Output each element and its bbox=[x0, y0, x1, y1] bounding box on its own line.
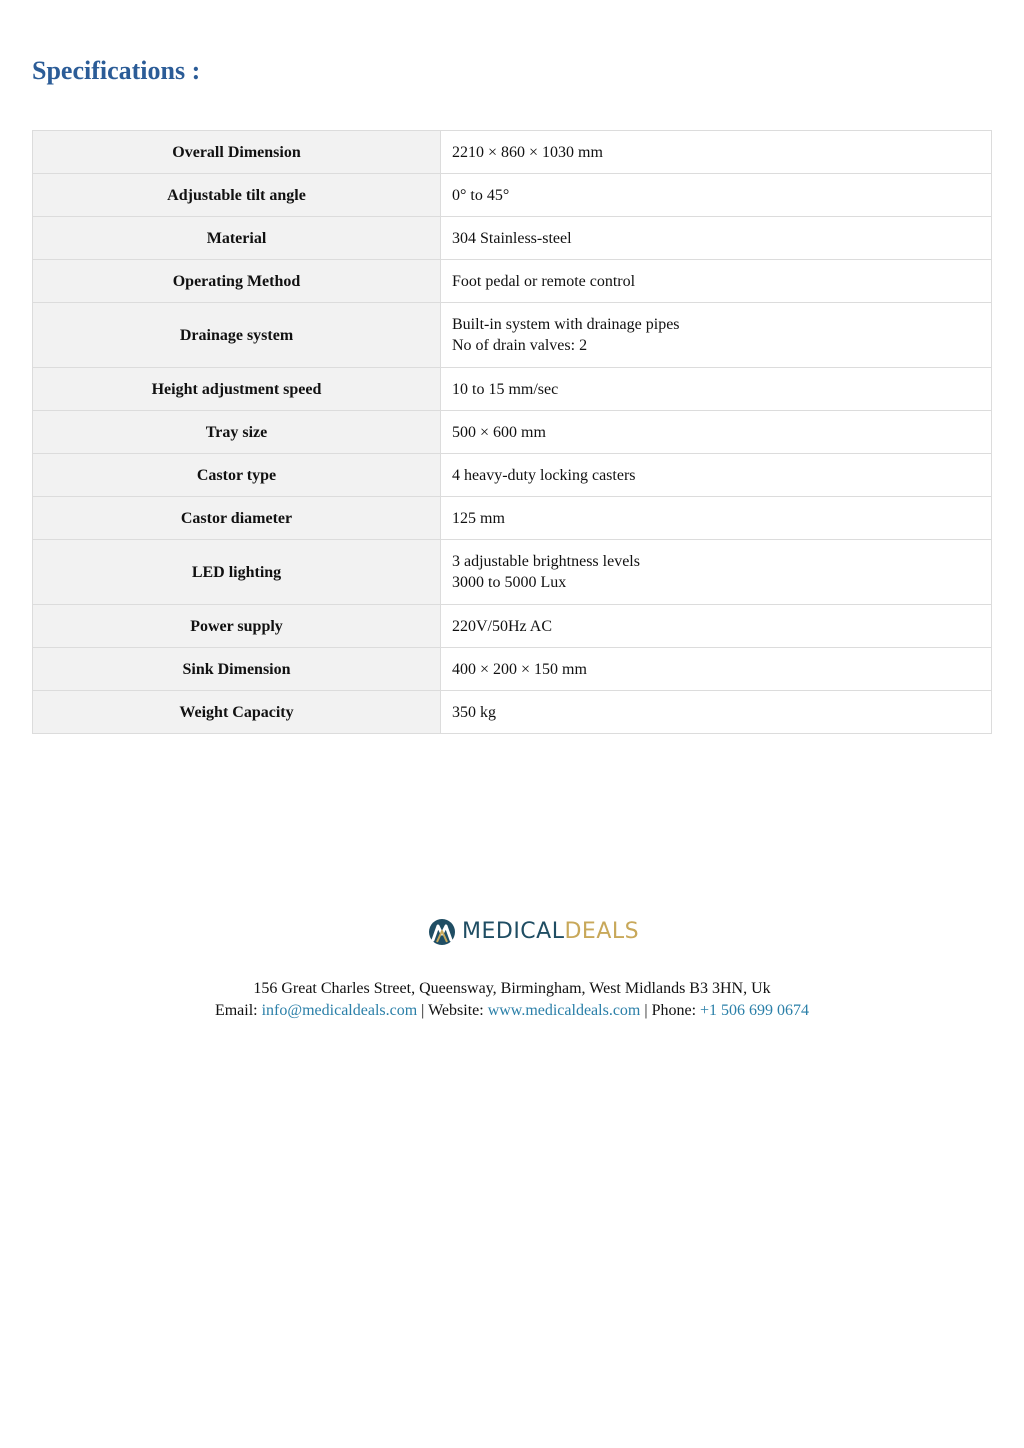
spec-label: Adjustable tilt angle bbox=[33, 174, 441, 217]
specifications-table-body bbox=[33, 131, 992, 734]
spec-value-line: 304 Stainless-steel bbox=[452, 229, 572, 247]
phone-label: Phone: bbox=[651, 1002, 697, 1019]
spec-label: Operating Method bbox=[33, 260, 441, 303]
table-row bbox=[33, 260, 992, 303]
separator: | bbox=[421, 1002, 425, 1019]
spec-value-line: Built-in system with drainage pipes bbox=[452, 316, 680, 333]
spec-value bbox=[441, 174, 992, 217]
email-link[interactable]: info@medicaldeals.com bbox=[261, 1002, 418, 1019]
spec-label: Weight Capacity bbox=[33, 691, 441, 734]
table-row bbox=[33, 174, 992, 217]
spec-value-line: 400 × 200 × 150 mm bbox=[452, 660, 587, 678]
website-link[interactable]: www.medicaldeals.com bbox=[487, 1002, 641, 1019]
logo-wordmark bbox=[462, 917, 639, 947]
table-row bbox=[33, 454, 992, 497]
table-row bbox=[33, 217, 992, 260]
spec-value bbox=[441, 540, 992, 605]
logo-word-deals: DEALS bbox=[564, 919, 640, 944]
email-label: Email: bbox=[214, 1002, 258, 1019]
spec-label: Overall Dimension bbox=[33, 131, 441, 174]
spec-value bbox=[441, 368, 992, 411]
separator: | bbox=[644, 1002, 648, 1019]
spec-value-line: 0° to 45° bbox=[452, 186, 510, 204]
spec-value-line: 3 adjustable brightness levels bbox=[452, 553, 640, 570]
table-row bbox=[33, 648, 992, 691]
table-row bbox=[33, 497, 992, 540]
spec-value-line: Foot pedal or remote control bbox=[452, 272, 636, 290]
spec-label: Power supply bbox=[33, 605, 441, 648]
spec-label: Castor diameter bbox=[33, 497, 441, 540]
spec-value bbox=[441, 605, 992, 648]
medical-deals-logo bbox=[428, 917, 639, 947]
spec-value bbox=[441, 497, 992, 540]
spec-value bbox=[441, 454, 992, 497]
spec-label: Castor type bbox=[33, 454, 441, 497]
spec-value bbox=[441, 303, 992, 368]
phone-link[interactable]: +1 506 699 0674 bbox=[700, 1002, 810, 1019]
website-label: Website: bbox=[428, 1002, 484, 1019]
spec-label: Height adjustment speed bbox=[33, 368, 441, 411]
spec-value bbox=[441, 217, 992, 260]
table-row bbox=[33, 303, 992, 368]
table-row bbox=[33, 368, 992, 411]
spec-value bbox=[441, 260, 992, 303]
specifications-table bbox=[32, 130, 992, 734]
spec-value-line: 125 mm bbox=[452, 509, 505, 527]
table-row bbox=[33, 605, 992, 648]
spec-value-line: No of drain valves: 2 bbox=[452, 337, 588, 354]
spec-label: Drainage system bbox=[33, 303, 441, 368]
medical-deals-logo-icon bbox=[428, 918, 456, 946]
page-title: Specifications : bbox=[32, 56, 201, 85]
spec-label: Sink Dimension bbox=[33, 648, 441, 691]
spec-value bbox=[441, 648, 992, 691]
spec-label: Tray size bbox=[33, 411, 441, 454]
spec-value-line: 2210 × 860 × 1030 mm bbox=[452, 143, 603, 161]
spec-value-line: 10 to 15 mm/sec bbox=[452, 380, 559, 398]
logo-word-medical: MEDICAL bbox=[462, 919, 565, 944]
spec-value-line: 3000 to 5000 Lux bbox=[452, 574, 567, 591]
spec-value bbox=[441, 411, 992, 454]
table-row bbox=[33, 691, 992, 734]
spec-value-line: 350 kg bbox=[452, 703, 496, 721]
table-row bbox=[33, 131, 992, 174]
spec-label: Material bbox=[33, 217, 441, 260]
footer-contact-line bbox=[0, 1000, 1024, 1022]
spec-value bbox=[441, 131, 992, 174]
footer-contact bbox=[0, 978, 1024, 1022]
spec-value-line: 220V/50Hz AC bbox=[452, 617, 552, 635]
spec-value-line: 4 heavy-duty locking casters bbox=[452, 466, 636, 484]
table-row bbox=[33, 411, 992, 454]
table-row bbox=[33, 540, 992, 605]
spec-label: LED lighting bbox=[33, 540, 441, 605]
spec-value bbox=[441, 691, 992, 734]
spec-value-line: 500 × 600 mm bbox=[452, 423, 546, 441]
footer-address: 156 Great Charles Street, Queensway, Birmingham, West Midlands B3 3HN, Uk bbox=[253, 980, 771, 997]
